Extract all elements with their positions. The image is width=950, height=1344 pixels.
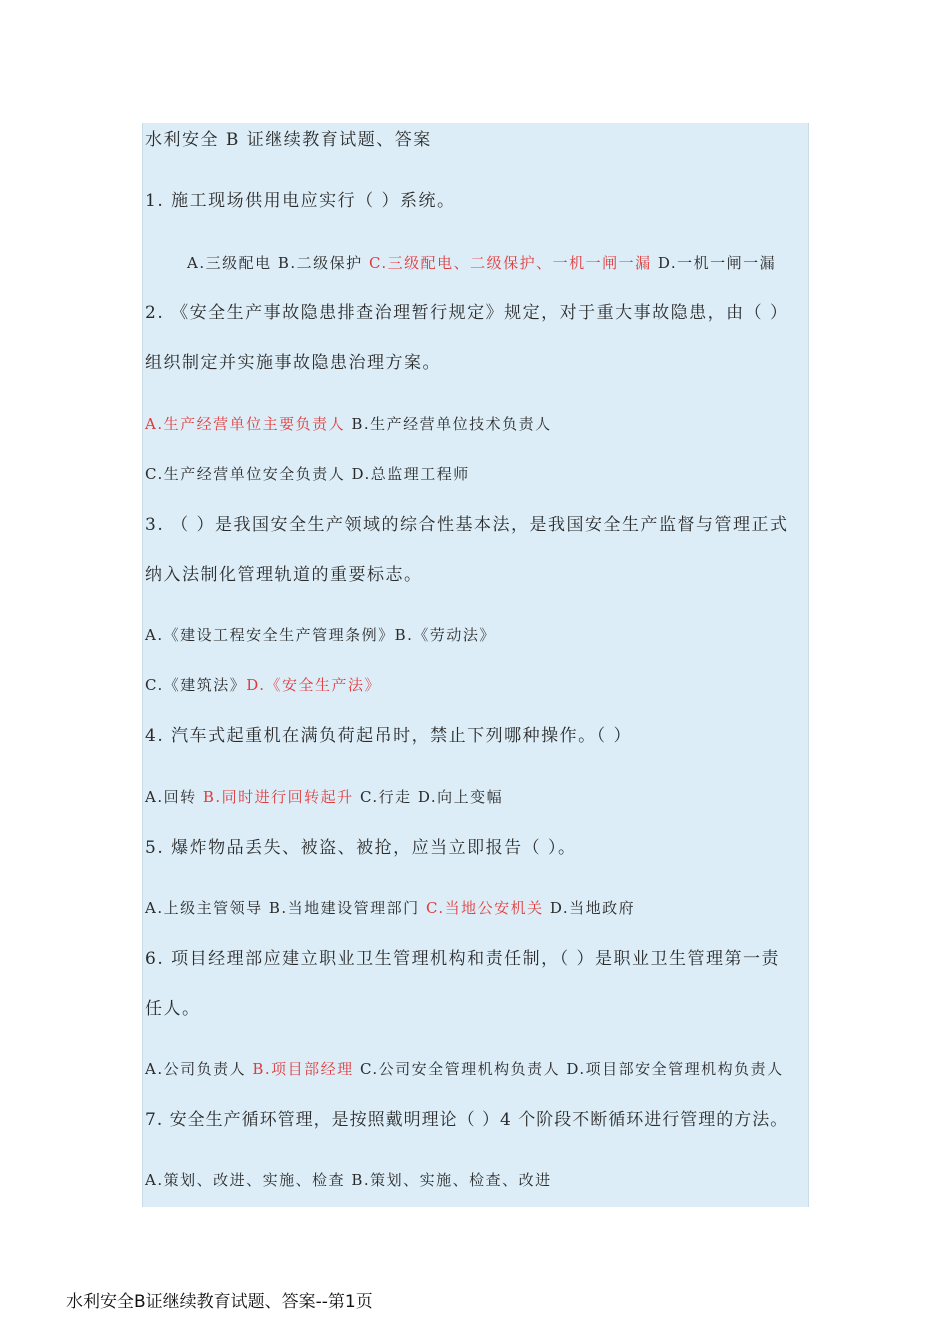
- question-5: 5. 爆炸物品丢失、被盗、被抢，应当立即报告（ ）。: [145, 838, 577, 858]
- option-d: D.一机一闸一漏: [651, 254, 777, 272]
- question-2-line-2: 组织制定并实施事故隐患治理方案。: [145, 353, 441, 373]
- option-b: B.策划、实施、检查、改进: [351, 1171, 552, 1189]
- option-b: B.《劳动法》: [394, 626, 496, 644]
- question-3-line-1: 3. （ ）是我国安全生产领域的综合性基本法，是我国安全生产监督与管理正式: [145, 515, 789, 535]
- document-title: 水利安全 B 证继续教育试题、答案: [145, 130, 432, 150]
- option-d: D.总监理工程师: [351, 465, 470, 483]
- question-6-line-1: 6. 项目经理部应建立职业卫生管理机构和责任制，（ ）是职业卫生管理第一责: [145, 949, 781, 969]
- option-d: D.项目部安全管理机构负责人: [566, 1060, 784, 1078]
- option-d: D.当地政府: [543, 899, 636, 917]
- question-6-options: [145, 1058, 784, 1079]
- option-b-correct: B.项目部经理: [252, 1060, 354, 1078]
- option-d-correct: D.《安全生产法》: [246, 676, 381, 694]
- option-a-correct: A.生产经营单位主要负责人: [145, 415, 346, 433]
- question-2-options-row-1: [145, 413, 552, 434]
- page-footer: 水利安全B证继续教育试题、答案--第1页: [66, 1292, 373, 1312]
- option-a: A.公司负责人: [145, 1060, 253, 1078]
- option-c: C.行走: [353, 788, 418, 806]
- question-1-options: [187, 252, 776, 273]
- question-3-line-2: 纳入法制化管理轨道的重要标志。: [145, 565, 423, 585]
- option-c-correct: C.三级配电、二级保护、一机一闸一漏: [368, 254, 652, 272]
- option-c: C.生产经营单位安全负责人: [145, 465, 352, 483]
- document-body: [142, 123, 809, 1207]
- option-a: A.《建设工程安全生产管理条例》: [145, 626, 395, 644]
- question-2-options-row-2: [145, 463, 470, 484]
- option-a: A.上级主管领导: [145, 899, 269, 917]
- option-b-correct: B.同时进行回转起升: [202, 788, 354, 806]
- option-d: D.向上变幅: [417, 788, 504, 806]
- question-4-options: [145, 786, 503, 807]
- question-1: 1. 施工现场供用电应实行（ ）系统。: [145, 191, 456, 211]
- option-c-correct: C.当地公安机关: [425, 899, 544, 917]
- option-b: B.生产经营单位技术负责人: [345, 415, 552, 433]
- question-7: 7. 安全生产循环管理，是按照戴明理论（ ）4 个阶段不断循环进行管理的方法。: [145, 1110, 789, 1130]
- option-a: A.策划、改进、实施、检查: [145, 1171, 352, 1189]
- option-c: C.公司安全管理机构负责人: [353, 1060, 567, 1078]
- option-b: B.当地建设管理部门: [268, 899, 426, 917]
- option-c: C.《建筑法》: [145, 676, 247, 694]
- question-7-options: [145, 1169, 552, 1190]
- question-3-options-row-2: [145, 674, 381, 695]
- question-5-options: [145, 897, 635, 918]
- option-a: A.三级配电: [187, 254, 278, 272]
- question-3-options-row-1: [145, 624, 496, 645]
- question-2-line-1: 2. 《安全生产事故隐患排查治理暂行规定》规定，对于重大事故隐患，由（ ）: [145, 303, 789, 323]
- question-6-line-2: 任人。: [145, 999, 201, 1019]
- option-b: B.二级保护: [277, 254, 369, 272]
- option-a: A.回转: [145, 788, 203, 806]
- question-4: 4. 汽车式起重机在满负荷起吊时，禁止下列哪种操作。（ ）: [145, 726, 633, 746]
